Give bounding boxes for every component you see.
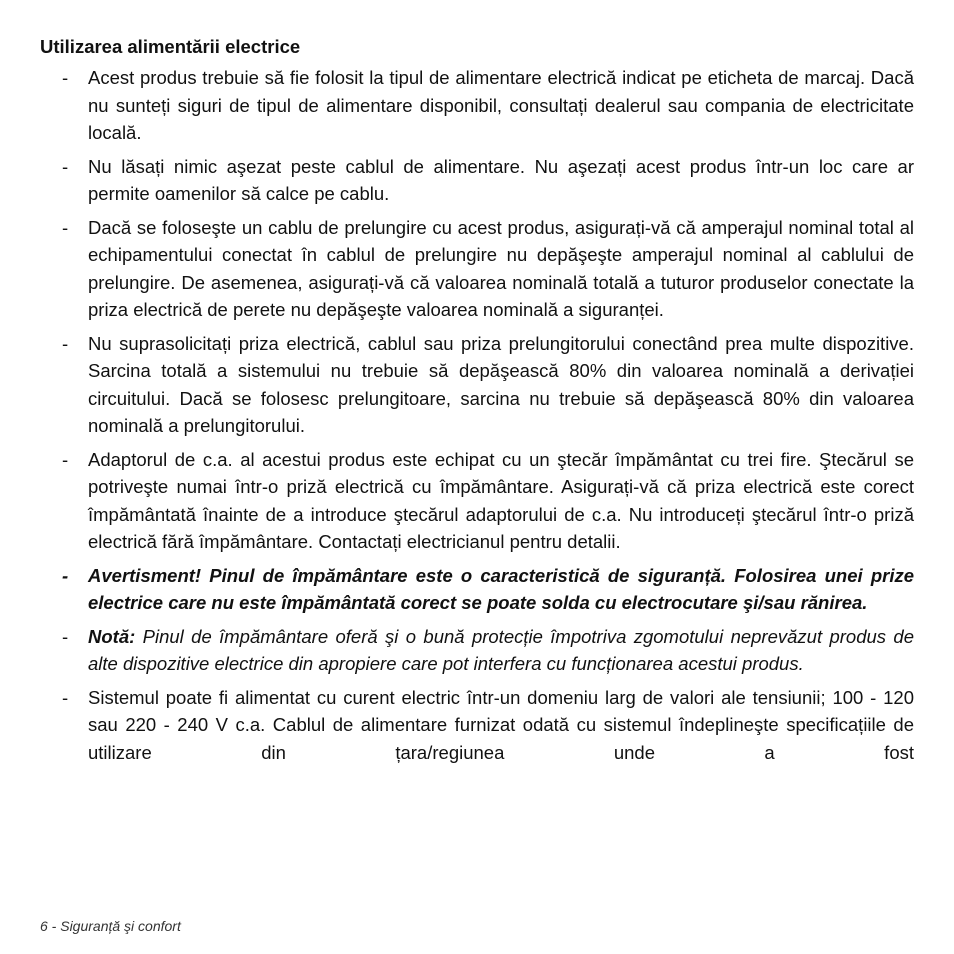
warning-item [40, 562, 914, 617]
list-dash: - [62, 448, 69, 470]
list-dash: - [62, 625, 69, 647]
list-dash: - [62, 686, 69, 708]
list-item-text: Sistemul poate fi alimentat cu curent electric într-un domeniu larg de valori ale tensiunii; 100 - 120 sau 220 - 240 V c.a. Cablul de alimentare furnizat odată cu sistemul îndeplineşte specificațiile de utilizare din țara/regiunea unde a fost [88, 686, 914, 763]
note-text: Pinul de împământare oferă şi o bună protecție împotriva zgomotului neprevăzut produs de alte dispozitive electrice din apropiere care pot interfera cu funcționarea acestui produs. [88, 625, 914, 674]
note-label: Notă: [88, 625, 136, 647]
page-footer: 6 - Siguranță şi confort [40, 918, 181, 934]
list-item-text: Nu lăsați nimic aşezat peste cablul de alimentare. Nu aşezați acest produs într-un loc care ar permite oamenilor să calce pe cablu. [88, 155, 914, 204]
list-item [40, 64, 914, 147]
note-item [40, 623, 914, 678]
list-dash: - [62, 564, 69, 586]
warning-text: Avertisment! Pinul de împământare este o caracteristică de siguranță. Folosirea unei prize electrice care nu este împământată corect se poate solda cu electrocutare şi/sau rănirea. [88, 564, 914, 613]
document-page [40, 34, 914, 772]
list-dash: - [62, 155, 69, 177]
list-item [40, 330, 914, 440]
list-item [40, 214, 914, 324]
list-item-text: Nu suprasolicitați priza electrică, cablul sau priza prelungitorului conectând prea multe dispozitive. Sarcina totală a sistemului nu trebuie să depăşească 80% din valoarea nominală a derivației circuitului. Dacă se folosesc prelungitoare, sarcina nu trebuie să depăşească 80% din valoarea nominală a prelungitorului. [88, 332, 914, 436]
list-item [40, 153, 914, 208]
section-heading: Utilizarea alimentării electrice [40, 36, 301, 57]
list-dash: - [62, 332, 69, 354]
list-dash: - [62, 216, 69, 238]
list-item-text: Dacă se foloseşte un cablu de prelungire cu acest produs, asigurați-vă că amperajul nominal total al echipamentului conectat în cablul de prelungire nu depăşeşte amperajul nominal al cablului de prelungire. De asemenea, asigurați-vă că valoarea nominală totală a tuturor produselor conectate la priza electrică de perete nu depăşeşte valoarea nominală a siguranței. [88, 216, 914, 320]
list-dash: - [62, 67, 69, 88]
list-item-text: Adaptorul de c.a. al acestui produs este echipat cu un ştecăr împământat cu trei fire. Ştecărul se potriveşte numai într-o priză electrică cu împământare. Asigurați-vă că priza electrică este corect împământată înainte de a introduce ştecărul adaptorului de c.a. Nu introduceți ştecărul într-o priză electrică fără împământare. Contactați electricianul pentru detalii. [88, 448, 914, 552]
list-item [40, 684, 914, 767]
note-body [88, 626, 914, 675]
list-item [40, 446, 914, 556]
list-item-text: Acest produs trebuie să fie folosit la tipul de alimentare electrică indicat pe eticheta de marcaj. Dacă nu sunteți siguri de tipul de alimentare disponibil, consultați dealerul sau compania de electricitate locală. [88, 67, 914, 143]
